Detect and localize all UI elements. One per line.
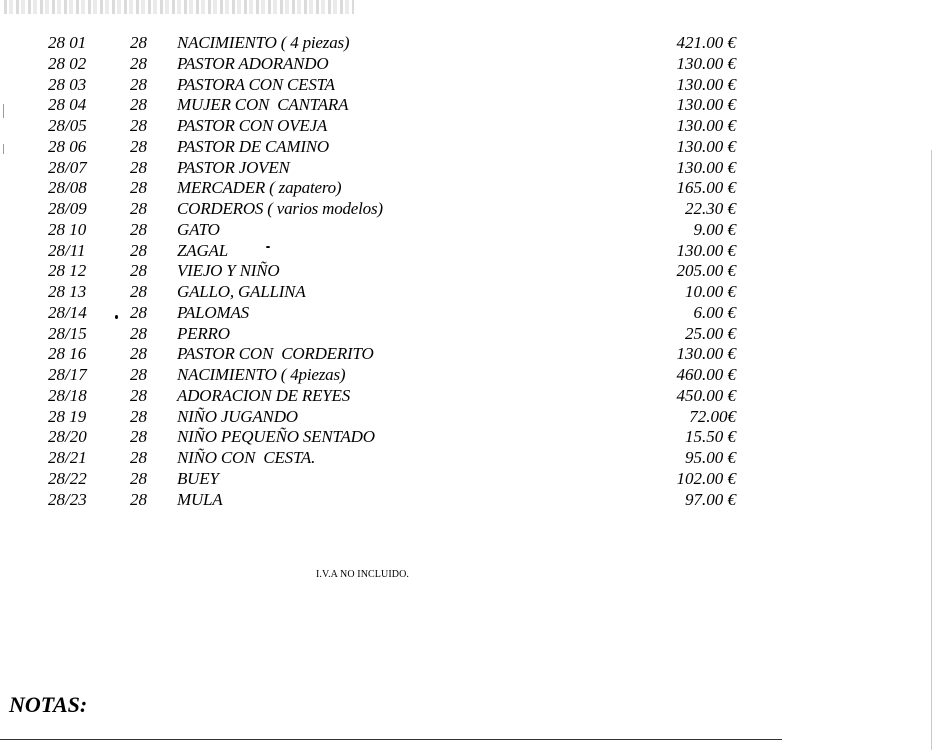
item-group: 28 (130, 199, 147, 218)
item-description: BUEY (177, 468, 219, 488)
item-description: PASTOR DE CAMINO (177, 136, 330, 156)
item-description: GALLO, GALLINA (177, 282, 306, 301)
table-row (0, 385, 950, 406)
table-row (0, 115, 950, 136)
table-row (0, 489, 950, 510)
item-description: PASTOR JOVEN (177, 157, 290, 177)
item-description: PASTORA CON CESTA (177, 74, 335, 94)
item-group: 28 (130, 365, 147, 384)
item-code: 28/15 (48, 323, 87, 343)
item-description: PASTOR CON OVEJA (177, 116, 328, 135)
item-group: 28 (130, 33, 147, 52)
table-row (0, 240, 950, 261)
item-group: 28 (130, 136, 147, 156)
item-price: 130.00 € (676, 74, 736, 94)
item-price: 102.00 € (676, 468, 736, 488)
table-row (0, 447, 950, 468)
item-price: 130.00 € (676, 136, 736, 156)
item-code: 28 06 (48, 136, 87, 156)
table-row (0, 219, 950, 240)
item-code: 28/08 (48, 178, 87, 198)
item-price: 460.00 € (676, 365, 736, 384)
item-group: 28 (130, 406, 147, 426)
item-price: 205.00 € (676, 261, 736, 281)
item-code: 28 19 (48, 406, 87, 426)
item-code: 28/18 (48, 385, 87, 405)
table-row (0, 281, 950, 302)
item-description: NACIMIENTO ( 4piezas) (177, 365, 346, 384)
item-price: 95.00 € (685, 448, 736, 467)
item-price: 25.00 € (685, 323, 736, 343)
item-group: 28 (130, 282, 147, 301)
item-price: 130.00 € (676, 240, 736, 260)
table-row (0, 343, 950, 364)
item-code: 28/23 (48, 489, 87, 509)
item-description: NIÑO CON CESTA. (177, 448, 316, 467)
notes-divider-line (0, 739, 782, 740)
item-price: 9.00 € (693, 219, 736, 239)
scan-speck (115, 315, 118, 319)
item-description: VIEJO Y NIÑO (177, 261, 280, 281)
item-description: ADORACION DE REYES (177, 385, 350, 405)
table-row (0, 74, 950, 95)
table-row (0, 32, 950, 53)
item-group: 28 (130, 427, 147, 447)
item-group: 28 (130, 95, 147, 115)
item-group: 28 (130, 302, 147, 322)
item-description: NACIMIENTO ( 4 piezas) (177, 33, 350, 52)
item-group: 28 (130, 116, 147, 135)
item-group: 28 (130, 344, 147, 364)
item-group: 28 (130, 53, 147, 73)
item-price: 130.00 € (676, 157, 736, 177)
item-code: 28/20 (48, 427, 87, 447)
item-price: 130.00 € (676, 53, 736, 73)
item-code: 28/17 (48, 365, 87, 384)
table-row (0, 177, 950, 198)
table-row (0, 468, 950, 489)
table-row (0, 53, 950, 74)
scan-speck (266, 246, 270, 248)
item-group: 28 (130, 385, 147, 405)
item-description: PASTOR CON CORDERITO (177, 344, 374, 364)
item-code: 28 01 (48, 33, 87, 52)
item-price: 421.00 € (676, 33, 736, 52)
item-code: 28 16 (48, 344, 87, 364)
item-description: NIÑO PEQUEÑO SENTADO (177, 427, 375, 447)
item-description: MULA (177, 489, 223, 509)
table-row (0, 136, 950, 157)
item-group: 28 (130, 240, 147, 260)
item-code: 28/09 (48, 199, 87, 218)
item-group: 28 (130, 219, 147, 239)
table-row (0, 260, 950, 281)
vat-note: I.V.A NO INCLUIDO. (316, 569, 410, 580)
item-description: ZAGAL (177, 240, 228, 260)
item-group: 28 (130, 468, 147, 488)
table-row (0, 426, 950, 447)
item-price: 130.00 € (676, 344, 736, 364)
item-description: GATO (177, 219, 220, 239)
item-code: 28/14 (48, 302, 87, 322)
item-price: 130.00 € (676, 116, 736, 135)
item-group: 28 (130, 157, 147, 177)
table-row (0, 406, 950, 427)
price-list-table (0, 32, 950, 509)
item-code: 28/11 (48, 240, 86, 260)
scan-artifact-header (4, 0, 354, 14)
table-row (0, 198, 950, 219)
table-row (0, 364, 950, 385)
item-price: 10.00 € (685, 282, 736, 301)
item-price: 130.00 € (676, 95, 736, 115)
item-code: 28 13 (48, 282, 87, 301)
item-code: 28/07 (48, 157, 87, 177)
item-code: 28 03 (48, 74, 87, 94)
item-description: MERCADER ( zapatero) (177, 178, 342, 198)
item-group: 28 (130, 74, 147, 94)
table-row (0, 94, 950, 115)
item-code: 28/22 (48, 468, 87, 488)
item-description: NIÑO JUGANDO (177, 406, 298, 426)
table-row (0, 323, 950, 344)
item-description: PERRO (177, 323, 230, 343)
item-code: 28 10 (48, 219, 87, 239)
item-description: PALOMAS (177, 302, 249, 322)
notes-label: NOTAS: (9, 692, 88, 717)
item-price: 450.00 € (676, 385, 736, 405)
table-row (0, 302, 950, 323)
item-code: 28/05 (48, 116, 87, 135)
item-group: 28 (130, 448, 147, 467)
item-description: MUJER CON CANTARA (177, 95, 349, 115)
item-price: 22.30 € (685, 199, 736, 218)
item-code: 28 02 (48, 53, 87, 73)
item-price: 15.50 € (685, 427, 736, 447)
item-group: 28 (130, 261, 147, 281)
item-price: 6.00 € (693, 302, 736, 322)
item-price: 165.00 € (676, 178, 736, 198)
item-group: 28 (130, 178, 147, 198)
item-code: 28/21 (48, 448, 87, 467)
item-group: 28 (130, 323, 147, 343)
table-row (0, 157, 950, 178)
item-description: PASTOR ADORANDO (177, 53, 329, 73)
item-group: 28 (130, 489, 147, 509)
item-code: 28 12 (48, 261, 87, 281)
item-code: 28 04 (48, 95, 87, 115)
item-price: 72.00€ (689, 406, 736, 426)
item-price: 97.00 € (685, 489, 736, 509)
item-description: CORDEROS ( varios modelos) (177, 199, 383, 218)
